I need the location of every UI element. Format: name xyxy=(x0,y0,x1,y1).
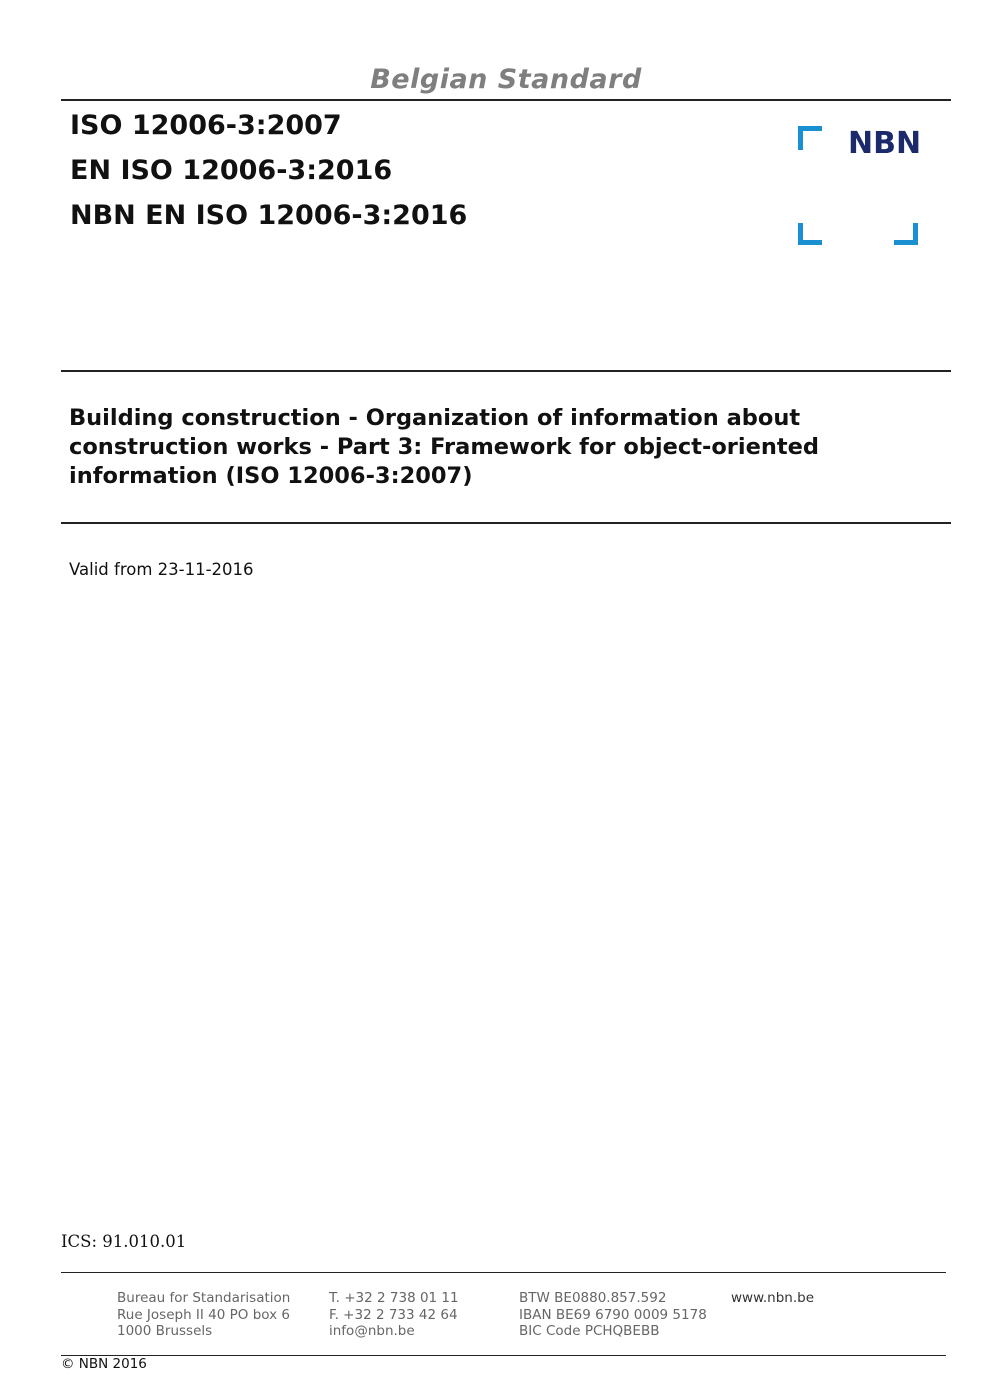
nbn-logo xyxy=(798,126,920,248)
valid-from-date: Valid from 23-11-2016 xyxy=(69,560,254,579)
ics-code: ICS: 91.010.01 xyxy=(61,1232,187,1251)
header-divider xyxy=(61,99,951,101)
footer-website-link[interactable]: www.nbn.be xyxy=(731,1290,815,1306)
footer-fax: F. +32 2 733 42 64 xyxy=(329,1306,458,1323)
standard-code-iso: ISO 12006-3:2007 xyxy=(70,110,342,141)
footer-bic: BIC Code PCHQBEBB xyxy=(519,1323,660,1339)
footer-top-divider xyxy=(61,1272,946,1273)
title-top-divider xyxy=(61,370,951,372)
footer-address-line: Bureau for Standarisation xyxy=(117,1290,291,1306)
footer-phone: T. +32 2 738 01 11 xyxy=(329,1290,459,1306)
footer-address-line: 1000 Brussels xyxy=(117,1323,213,1339)
footer-bottom-divider xyxy=(61,1355,946,1356)
logo-text: NBN xyxy=(848,126,922,161)
title-bottom-divider xyxy=(61,522,951,524)
document-title: Building construction - Organization of information about construction works - Part 3: Framework for object-oriented information (ISO 12006-3:2007) xyxy=(69,405,819,489)
standard-code-en: EN ISO 12006-3:2016 xyxy=(70,155,393,186)
standard-code-nbn: NBN EN ISO 12006-3:2016 xyxy=(70,200,468,231)
footer-address-line: Rue Joseph II 40 PO box 6 xyxy=(117,1306,290,1323)
footer-vat: BTW BE0880.857.592 xyxy=(519,1290,667,1306)
footer-bank xyxy=(519,1290,707,1340)
footer-address xyxy=(117,1290,290,1340)
header-title: Belgian Standard xyxy=(370,64,642,95)
copyright-notice: © NBN 2016 xyxy=(61,1356,147,1372)
footer-iban: IBAN BE69 6790 0009 5178 xyxy=(519,1306,707,1323)
footer-website-col xyxy=(731,1290,814,1307)
footer-email[interactable]: info@nbn.be xyxy=(329,1323,415,1339)
footer-contact xyxy=(329,1290,459,1340)
